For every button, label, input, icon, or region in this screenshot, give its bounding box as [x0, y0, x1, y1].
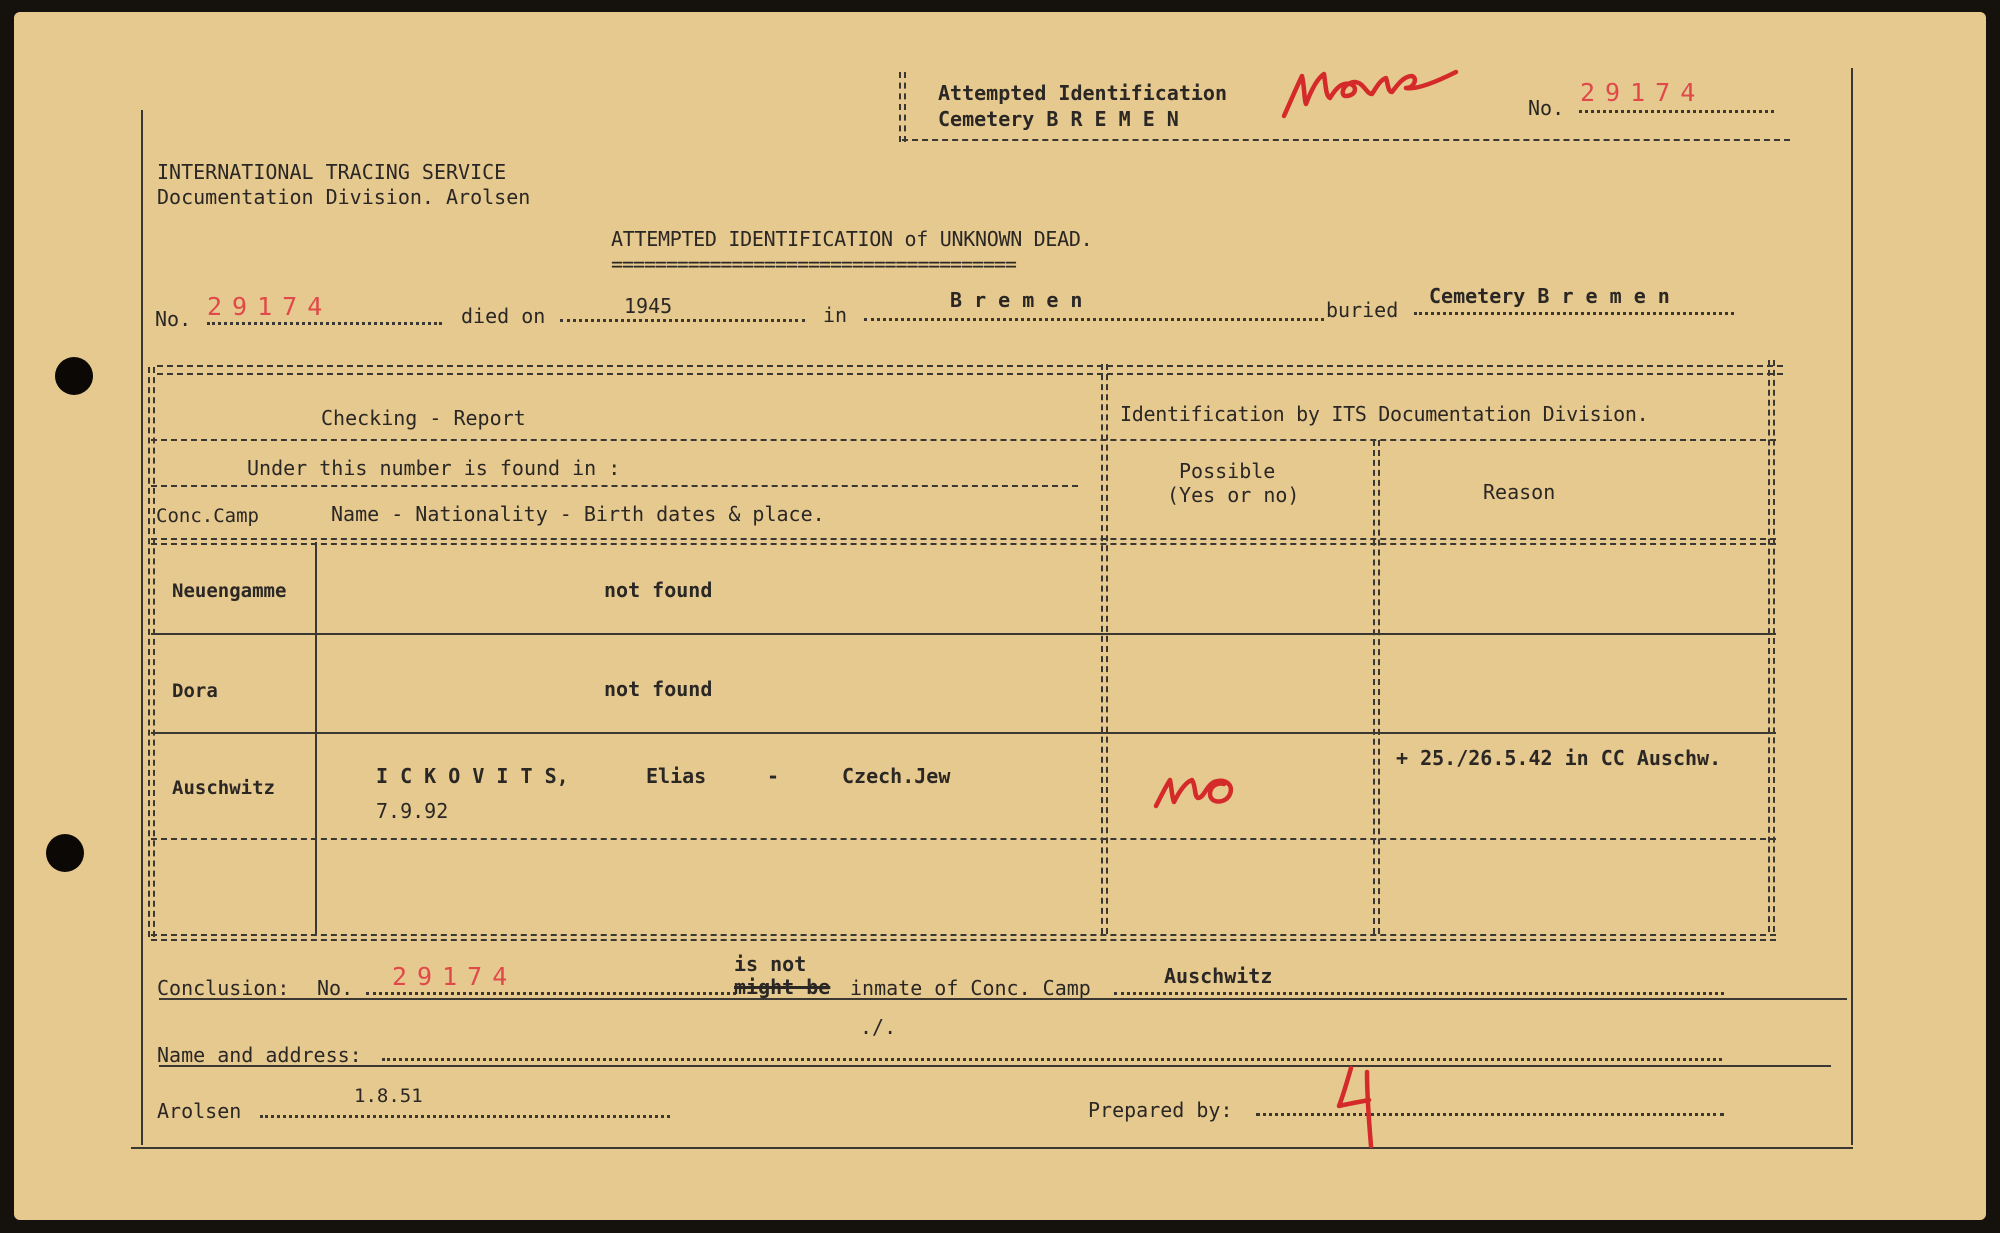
arolsen-dots	[260, 1115, 670, 1118]
found-in-underline	[151, 485, 1078, 487]
record-no-value: 29174	[207, 292, 333, 321]
header-no-label: No.	[1528, 96, 1565, 120]
table-left-border	[148, 367, 155, 937]
header-box-line1: Attempted Identification	[938, 81, 1227, 105]
table-top-line-1	[157, 365, 1783, 367]
header-box-left-border	[899, 72, 906, 142]
col-camp-header: Conc.Camp	[156, 505, 259, 527]
row1-bottom-line	[151, 633, 1776, 635]
col-name-header: Name - Nationality - Birth dates & place.	[331, 502, 825, 526]
identification-label: Identification by ITS Documentation Division.	[1120, 402, 1649, 426]
table-right-border	[1768, 360, 1775, 932]
name-address-value: ./.	[860, 1015, 897, 1039]
row2-name: not found	[604, 677, 713, 701]
conclusion-no-dots	[366, 992, 736, 995]
punch-hole-bottom	[46, 834, 84, 872]
table-divider-possible	[1373, 440, 1380, 934]
row3-firstname: Elias	[646, 764, 707, 788]
conclusion-no-label: No.	[317, 976, 354, 1000]
record-no-dots	[207, 322, 442, 325]
prepared-by-signature	[1329, 1062, 1389, 1152]
org-line1: INTERNATIONAL TRACING SERVICE	[157, 160, 507, 184]
table-bottom-line	[151, 934, 1776, 941]
handwritten-none-mark	[1276, 54, 1466, 124]
in-label: in	[823, 303, 848, 327]
buried-value: Cemetery B r e m e n	[1429, 284, 1670, 308]
header-no-dots	[1579, 110, 1774, 113]
header-box-bottom-border	[902, 139, 1790, 141]
conclusion-camp-dots	[1114, 992, 1724, 995]
row3-reason: + 25./26.5.42 in CC Auschw.	[1396, 746, 1722, 770]
prepared-by-label: Prepared by:	[1088, 1098, 1233, 1122]
header-box-line2: Cemetery B R E M E N	[938, 107, 1179, 131]
conclusion-status-struck: might be	[734, 975, 831, 999]
arolsen-label: Arolsen	[157, 1099, 242, 1123]
prepared-by-dots	[1256, 1113, 1724, 1116]
in-value: B r e m e n	[950, 288, 1083, 312]
died-on-dots	[560, 319, 805, 322]
conclusion-label: Conclusion:	[157, 976, 290, 1000]
name-address-dots	[382, 1058, 1722, 1061]
buried-label: buried	[1326, 298, 1399, 322]
row3-nationality: Czech.Jew	[842, 764, 951, 788]
record-no-label: No.	[155, 307, 192, 331]
table-divider-main	[1101, 364, 1108, 934]
punch-hole-top	[55, 357, 93, 395]
conclusion-rule	[159, 998, 1847, 1000]
row2-camp: Dora	[172, 680, 218, 702]
row3-dash: -	[767, 764, 780, 788]
row3-possible-handwritten-no	[1152, 764, 1242, 814]
row3-camp: Auschwitz	[172, 777, 275, 799]
row3-surname: I C K O V I T S,	[376, 764, 569, 788]
col-possible-header-line2: (Yes or no)	[1167, 483, 1300, 507]
died-on-label: died on	[461, 304, 546, 328]
name-address-rule	[159, 1065, 1831, 1067]
form-title-underline: =====================================	[611, 252, 1016, 276]
checking-report-label: Checking - Report	[321, 406, 526, 430]
row3-birthdate: 7.9.92	[376, 799, 449, 823]
name-address-label: Name and address:	[157, 1043, 362, 1067]
row2-bottom-line	[151, 732, 1776, 734]
header-row-line	[151, 439, 1776, 441]
conclusion-inmate-label: inmate of Conc. Camp	[850, 976, 1091, 1000]
footer-date: 1.8.51	[354, 1085, 423, 1107]
header-bottom-line	[151, 538, 1776, 545]
frame-bottom-line	[131, 1147, 1853, 1149]
row1-name: not found	[604, 578, 713, 602]
found-in-label: Under this number is found in :	[247, 456, 621, 480]
index-card	[14, 12, 1986, 1220]
org-line2: Documentation Division. Arolsen	[157, 185, 531, 209]
died-on-value: 1945	[624, 294, 673, 318]
frame-right-line	[1851, 68, 1853, 1145]
row1-camp: Neuengamme	[172, 580, 287, 602]
buried-dots	[1414, 312, 1734, 315]
header-no-value: 29174	[1580, 78, 1706, 107]
row3-bottom-line	[151, 838, 1776, 840]
table-divider-camp	[315, 542, 317, 934]
col-reason-header: Reason	[1483, 480, 1556, 504]
form-title: ATTEMPTED IDENTIFICATION of UNKNOWN DEAD.	[611, 227, 1093, 251]
frame-left-line	[141, 110, 143, 1145]
in-dots	[864, 318, 1324, 321]
conclusion-camp-value: Auschwitz	[1164, 964, 1273, 988]
table-top-line-2	[157, 373, 1783, 375]
col-possible-header-line1: Possible	[1179, 459, 1276, 483]
conclusion-status-typed: is not	[734, 952, 807, 976]
conclusion-no-value: 29174	[392, 962, 518, 991]
